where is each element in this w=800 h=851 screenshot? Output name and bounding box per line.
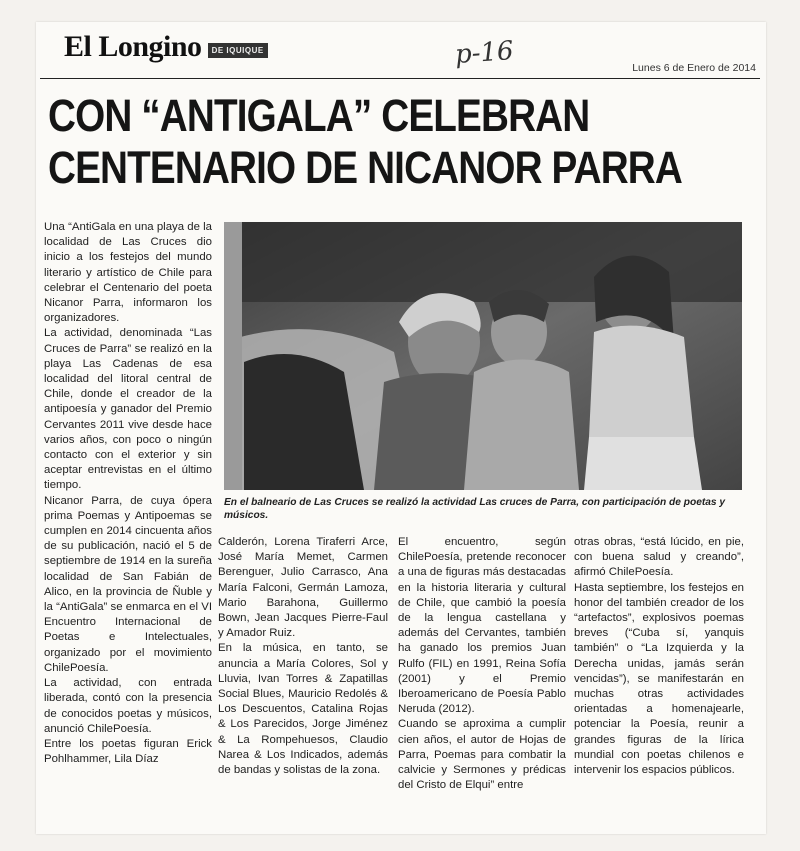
paragraph: Calderón, Lorena Tiraferri Arce, José María Memet, Carmen Berenguer, Julio Carrasco, Ana María Falconi, Germán Lamoza, Mario Barahona, Guillermo Bown, Jean Jacques Pierre-Faul y Amador Ruiz. <box>218 536 388 640</box>
article-headline <box>48 90 682 194</box>
masthead-divider <box>40 78 760 79</box>
handwritten-page-note: p-16 <box>454 35 515 71</box>
article-photo <box>224 222 742 490</box>
newspaper-tag: DE IQUIQUE <box>208 43 268 58</box>
article-column-1 <box>44 220 212 830</box>
paragraph: La actividad, con entrada liberada, contó con la presencia de conocidos poetas y músicos, anunció ChilePoesía. <box>44 677 212 735</box>
newspaper-title: El Longino <box>64 30 202 63</box>
article-column-4 <box>574 535 744 830</box>
paragraph: otras obras, “está lúcido, en pie, con buena salud y creando”, afirmó ChilePoesía. <box>574 536 744 579</box>
article-column-3 <box>398 535 566 830</box>
paragraph: En la música, en tanto, se anuncia a María Colores, Sol y Lluvia, Ivan Torres & Zapatillas Social Blues, Mauricio Redolés & Los Descuentos, Catalina Rojas & Los Parecidos, Jorge Jiménez & La Rompehuesos, Claudio Narea & Los Indicados, además de bandas y solistas de la zona. <box>218 642 388 777</box>
paragraph: Entre los poetas figuran Erick Pohlhammer, Lila Díaz <box>44 737 212 766</box>
paragraph: Cuando se aproxima a cumplir cien años, el autor de Hojas de Parra, Poemas para combatir la calvicie y Sermones y prédicas del Cristo de Elqui” entre <box>398 718 566 792</box>
paragraph: Nicanor Parra, de cuya ópera prima Poemas y Antipoemas se cumplen en 2014 cincuenta años de su publicación, nació el 5 de septiembre de 1914 en la sureña localidad de San Fabián de Alico, en la provincia de Ñuble y la “AntiGala” se enmarca en el VI Encuentro Internacional de Poetas e Intelectuales, organizado por el movimiento ChilePoesía. <box>44 494 212 674</box>
headline-line-1: CON “ANTIGALA” CELEBRAN <box>48 90 590 141</box>
paragraph: Una “AntiGala en una playa de la localidad de Las Cruces dio inicio a los festejos del mundo literario y artístico de Chile para celebrar el Centenario del poeta Nicanor Parra, informaron los organizadores. <box>44 221 212 325</box>
paragraph: El encuentro, según ChilePoesía, pretende reconocer a una de figuras más destacadas en la historia literaria y cultural de Chile, que cambió la poesía de la lengua castellana y además del Cervantes, también ha ganado los premios Juan Rulfo (FIL) en 1991, Reina Sofía (2001) y el Premio Iberoamericano de Poesía Pablo Neruda (2012). <box>398 536 566 716</box>
photo-caption: En el balneario de Las Cruces se realizó la actividad Las cruces de Parra, con participación de poetas y músicos. <box>224 497 726 521</box>
paragraph: La actividad, denominada “Las Cruces de Parra” se realizó en la playa Las Cadenas de esa localidad del litoral central de Chile, donde el creador de la antipoesía y ganador del Premio Cervantes 2011 vive desde hace varios años, con poco o ningún contacto con el exterior y sin aceptar entrevistas en el último tiempo. <box>44 327 212 492</box>
photo-illustration <box>224 222 742 490</box>
publication-date: Lunes 6 de Enero de 2014 <box>632 62 756 74</box>
headline-line-2: CENTENARIO DE NICANOR PARRA <box>48 142 682 193</box>
article-column-2 <box>218 535 388 830</box>
paragraph: Hasta septiembre, los festejos en honor del también creador de los “artefactos”, explosivos poemas breves (“Cuba sí, yanquis también” o “La Izquierda y la Derecha unidas, jamás serán vencidas”), se manifestarán en muchas otras actividades orientadas a homenajearle, potenciar la Poesía, reunir a grandes figuras de la lírica mundial con poetas chilenos e intervenir los espacios públicos. <box>574 581 744 777</box>
masthead <box>64 30 268 64</box>
